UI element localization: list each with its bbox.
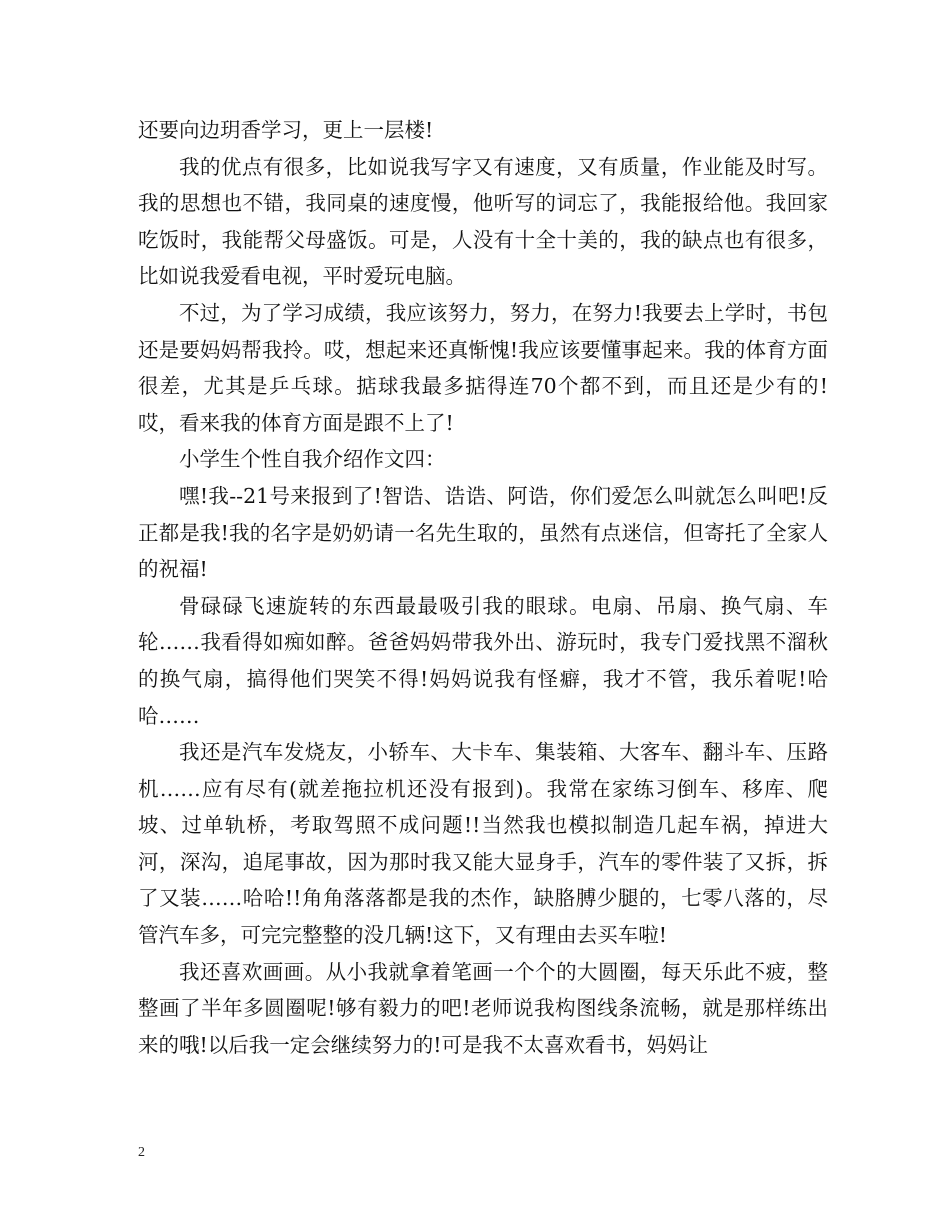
paragraph-continuation: 还要向边玥香学习，更上一层楼!	[138, 118, 434, 142]
paragraph-cars: 我还是汽车发烧友，小轿车、大卡车、集装箱、大客车、翻斗车、压路机……应有尽有(就差拖拉机还没有报到)。我常在家练习倒车、移库、爬坡、过单轨桥，考取驾照不成问题!!当然我也模拟制造几起车祸，掉进大河，深沟，追尾事故，因为那时我又能大显身手，汽车的零件装了又拆，拆了又装……哈哈!!角角落落都是我的杰作，缺胳膊少腿的，七零八落的，尽管汽车多，可完完整整的没几辆!这下，又有理由去买车啦!	[138, 740, 828, 948]
paragraph-effort: 不过，为了学习成绩，我应该努力，努力，在努力!我要去上学时，书包还是要妈妈帮我拎。哎，想起来还真惭愧!我应该要懂事起来。我的体育方面很差，尤其是乒乓球。掂球我最多掂得连70个都不到，而且还是少有的!哎，看来我的体育方面是跟不上了!	[138, 300, 828, 435]
document-body	[138, 112, 828, 1063]
page-number: 2	[138, 1145, 145, 1160]
paragraph-spinning-things: 骨碌碌飞速旋转的东西最最吸引我的眼球。电扇、吊扇、换气扇、车轮……我看得如痴如醉。爸爸妈妈带我外出、游玩时，我专门爱找黑不溜秋的换气扇，搞得他们哭笑不得!妈妈说我有怪癖，我才不管，我乐着呢!哈哈……	[138, 593, 828, 728]
paragraph-strengths: 我的优点有很多，比如说我写字又有速度，又有质量，作业能及时写。我的思想也不错，我同桌的速度慢，他听写的词忘了，我能报给他。我回家吃饭时，我能帮父母盛饭。可是，人没有十全十美的，我的缺点也有很多，比如说我爱看电视，平时爱玩电脑。	[138, 154, 828, 289]
paragraph-drawing: 我还喜欢画画。从小我就拿着笔画一个个的大圆圈，每天乐此不疲，整整画了半年多圆圈呢!够有毅力的吧!老师说我构图线条流畅，就是那样练出来的哦!以后我一定会继续努力的!可是我不太喜欢看书，妈妈让	[138, 959, 828, 1057]
section-heading: 小学生个性自我介绍作文四：	[179, 447, 446, 472]
paragraph-intro: 嘿!我--21号来报到了!智诰、诰诰、阿诰，你们爱怎么叫就怎么叫吧!反正都是我!我的名字是奶奶请一名先生取的，虽然有点迷信，但寄托了全家人的祝福!	[138, 483, 828, 582]
